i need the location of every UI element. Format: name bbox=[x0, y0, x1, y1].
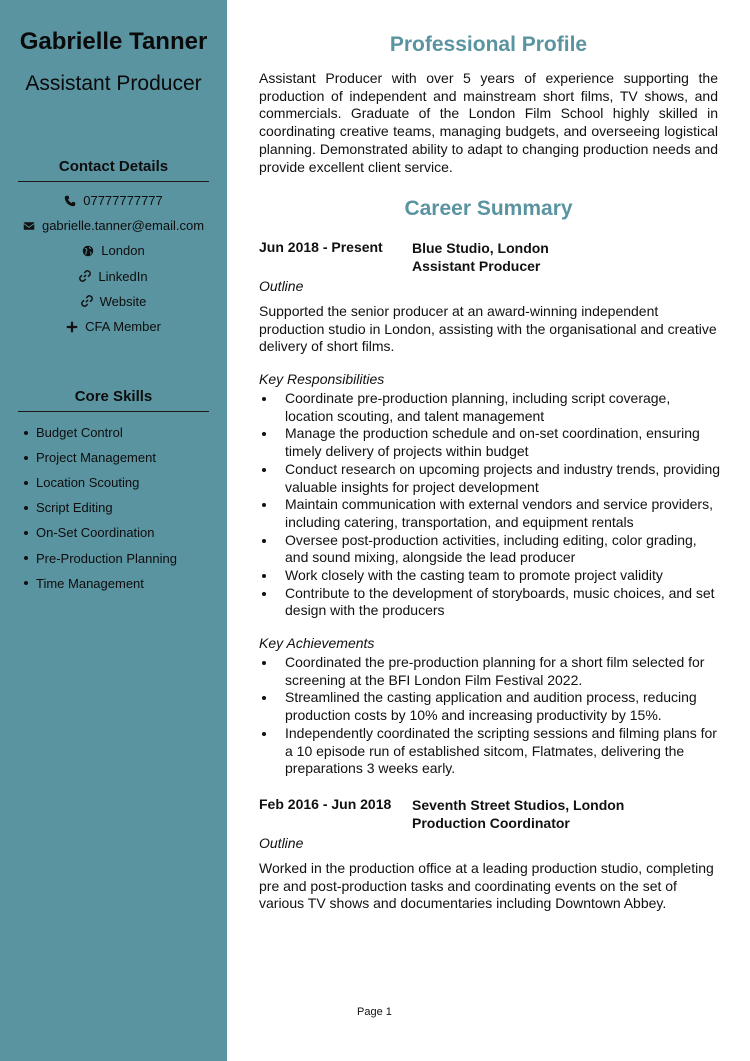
contact-linkedin[interactable] bbox=[0, 264, 227, 289]
contact-location-text: London bbox=[101, 243, 145, 259]
link-icon bbox=[79, 270, 91, 282]
contact-email[interactable] bbox=[0, 213, 227, 238]
list-item: Maintain communication with external vendors and service providers, including catering, transportation, and equipment rentals bbox=[259, 496, 721, 531]
career-heading: Career Summary bbox=[404, 197, 573, 220]
skill-item: On-Set Coordination bbox=[24, 520, 177, 545]
list-item: Streamlined the casting application and audition process, reducing production costs by 10% and increasing productivity by 15%. bbox=[259, 689, 721, 724]
job-title: Production Coordinator bbox=[412, 815, 570, 831]
plus-icon bbox=[66, 321, 78, 333]
skill-item: Location Scouting bbox=[24, 470, 177, 495]
job-company: Seventh Street Studios, London bbox=[412, 797, 625, 813]
page-number: Page 1 bbox=[357, 1006, 392, 1018]
link-icon bbox=[81, 295, 93, 307]
profile-text: Assistant Producer with over 5 years of experience supporting the production of independent and mainstream short films, TV shows, and commercials. Graduate of the London Film School highly skilled in coordinating creative teams, managing budgets, and overseeing logistical planning. Demonstrated ability to adapt to changing production needs and provide excellent client service. bbox=[259, 70, 718, 175]
list-item: Oversee post-production activities, including editing, color grading, and sound mixing, alongside the lead producer bbox=[259, 532, 721, 567]
achievements-label: Key Achievements bbox=[259, 635, 375, 651]
skill-item: Script Editing bbox=[24, 495, 177, 520]
main-content bbox=[227, 0, 750, 1061]
list-item: Work closely with the casting team to promote project validity bbox=[259, 567, 721, 585]
candidate-name: Gabrielle Tanner bbox=[19, 28, 208, 55]
skill-item: Pre-Production Planning bbox=[24, 545, 177, 570]
skill-item: Project Management bbox=[24, 445, 177, 470]
globe-icon bbox=[82, 245, 94, 257]
contact-heading: Contact Details bbox=[18, 158, 209, 182]
contact-phone[interactable] bbox=[0, 188, 227, 213]
contact-membership bbox=[0, 314, 227, 339]
job-company: Blue Studio, London bbox=[412, 240, 549, 256]
list-item: Conduct research on upcoming projects and industry trends, providing valuable insights for project development bbox=[259, 461, 721, 496]
list-item: Coordinated the pre-production planning for a short film selected for screening at the BFI London Film Festival 2022. bbox=[259, 654, 721, 689]
contact-email-text: gabrielle.tanner@email.com bbox=[41, 218, 205, 234]
contact-phone-text: 07777777777 bbox=[83, 193, 163, 209]
job-outline: Worked in the production office at a leading production studio, completing pre and post-production tasks and coordinating events on the set of various TV shows and documentaries including Downtown Abbey. bbox=[259, 860, 714, 912]
phone-icon bbox=[64, 195, 76, 207]
contact-linkedin-text: LinkedIn bbox=[98, 268, 148, 284]
profile-heading: Professional Profile bbox=[389, 33, 588, 56]
list-item: Contribute to the development of storyboards, music choices, and set design with the producers bbox=[259, 585, 721, 620]
responsibilities-list bbox=[259, 390, 721, 620]
contact-location bbox=[0, 238, 227, 263]
outline-label: Outline bbox=[259, 278, 304, 294]
envelope-icon bbox=[23, 220, 35, 232]
skill-item: Budget Control bbox=[24, 420, 177, 445]
contact-membership-text: CFA Member bbox=[85, 319, 161, 335]
responsibilities-label: Key Responsibilities bbox=[259, 371, 385, 387]
contact-website[interactable] bbox=[0, 289, 227, 314]
list-item: Independently coordinated the scripting sessions and filming plans for a 10 episode run of established sitcom, Flatmates, delivering the preparations 3 weeks early. bbox=[259, 725, 721, 778]
job-outline: Supported the senior producer at an award-winning independent production studio in London, assisting with the organisational and creative delivery of short films. bbox=[259, 303, 717, 355]
skill-item: Time Management bbox=[24, 571, 177, 596]
skills-list bbox=[24, 420, 177, 596]
outline-label: Outline bbox=[259, 835, 304, 851]
list-item: Coordinate pre-production planning, including script coverage, location scouting, and talent management bbox=[259, 390, 721, 425]
achievements-list bbox=[259, 654, 721, 778]
job-dates: Feb 2016 - Jun 2018 bbox=[259, 796, 392, 812]
skills-heading: Core Skills bbox=[18, 388, 209, 412]
list-item: Manage the production schedule and on-set coordination, ensuring timely delivery of projects within budget bbox=[259, 425, 721, 460]
sidebar bbox=[0, 0, 227, 1061]
contact-list bbox=[0, 188, 227, 339]
job-title: Assistant Producer bbox=[412, 258, 541, 274]
contact-website-text: Website bbox=[99, 293, 147, 309]
job-dates: Jun 2018 - Present bbox=[259, 239, 383, 255]
candidate-role: Assistant Producer bbox=[25, 72, 202, 95]
